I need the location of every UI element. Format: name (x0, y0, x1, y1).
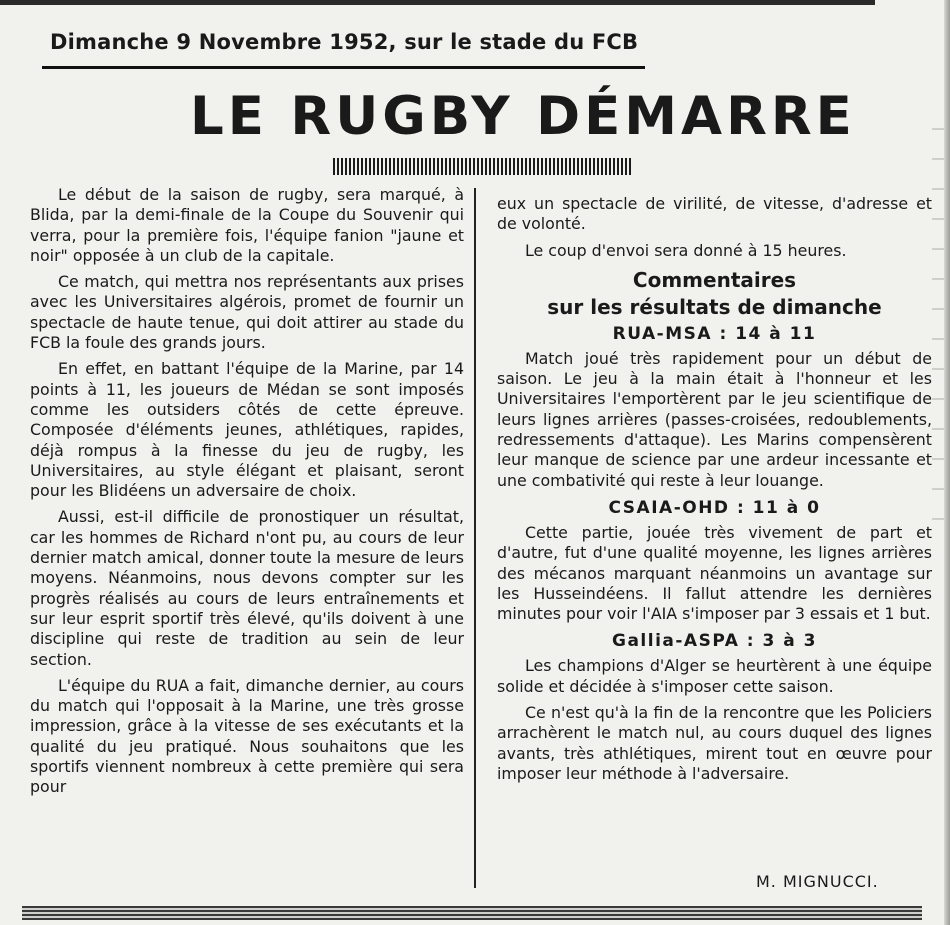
match-report: Ce n'est qu'à la fin de la rencontre que les Policiers arrachèrent le match nul, au cours duquel des lignes avants, très athlétiques, mirent tout en œuvre pour imposer leur méthode à l'adversaire. (497, 703, 932, 783)
match-score-heading: RUA-MSA : 14 à 11 (612, 323, 817, 344)
author-signature: M. MIGNUCCI. (756, 872, 879, 891)
page-edge-shadow (944, 0, 950, 925)
top-border-rule (0, 0, 875, 5)
match-score-heading: Gallia-ASPA : 3 à 3 (612, 631, 817, 652)
section-title (497, 267, 932, 321)
column-divider (474, 188, 476, 888)
paragraph: Aussi, est-il difficile de pronostiquer un résultat, car les hommes de Richard n'ont pu, au cours de leur dernier match amical, donner toute la mesure de leurs moyens. Néanmoins, nous devons compter sur les progrès réalisés au cours de leurs entraînements et sur leur esprit sportif très élevé, qu'ils doivent à une discipline qui reste de tradition au sein de leur section. (30, 507, 464, 669)
bottom-border-rule (22, 906, 922, 920)
paragraph: Le début de la saison de rugby, sera marqué, à Blida, par la demi-finale de la Coupe du Souvenir qui verra, pour la première fois, l'équipe fanion "jaune et noir" opposée à un club de la capitale. (30, 185, 464, 265)
match-report: Les champions d'Alger se heurtèrent à une équipe solide et décidée à s'imposer cette saison. (497, 656, 932, 696)
kickoff-paragraph: Le coup d'envoi sera donné à 15 heures. (525, 240, 847, 260)
left-column (30, 185, 464, 804)
dateline-underline (42, 66, 645, 69)
paragraph: En effet, en battant l'équipe de la Marine, par 14 points à 11, les joueurs de Médan se sont imposés comme les outsiders côtés de cette épreuve. Composée d'éléments jeunes, athlétiques, rapides, déjà rompus à la finesse du jeu de rugby, les Universitaires, au style élégant et plaisant, seront pour les Blidéens un adversaire de choix. (30, 359, 464, 501)
section-title-line-1: Commentaires (632, 267, 797, 292)
dateline: Dimanche 9 Novembre 1952, sur le stade du FCB (50, 30, 639, 54)
right-column (497, 194, 932, 790)
adjacent-column-bleed (932, 100, 944, 520)
match-report: Cette partie, jouée très vivement de part et d'autre, fut d'une qualité moyenne, les lignes arrières des mécanos marquant néanmoins un avantage sur les Husseindéens. Il fallut attendre les dernières minutes pour voir l'AIA s'imposer par 3 essais et 1 but. (497, 522, 932, 624)
continued-paragraph: eux un spectacle de virilité, de vitesse, d'adresse et de volonté. (497, 194, 932, 234)
paragraph: L'équipe du RUA a fait, dimanche dernier, au cours du match qui l'opposait à la Marine, une très grosse impression, grâce à la vitesse de ses exécutants et la qualité du jeu pratiqué. Nous souhaitons que les sportifs viennent nombreux à cette première qui sera pour (30, 675, 464, 797)
paragraph: Ce match, qui mettra nos représentants aux prises avec les Universitaires algérois, promet de fournir un spectacle de haute tenue, qui doit attirer au stade du FCB la foule des grands jours. (30, 272, 464, 353)
headline-hatch-ornament (333, 158, 633, 175)
match-score-heading: CSAIA-OHD : 11 à 0 (608, 497, 821, 518)
match-report: Match joué très rapidement pour un début de saison. Le jeu à la main était à l'honneur et les Universitaires l'emportèrent par le jeu scientifique de leurs lignes arrières (passes-croisées, redoublements, redressements d'attaque). Les Marins compensèrent leur manque de science par une ardeur incessante et une combativité qui reste à leur louange. (497, 348, 932, 490)
section-title-line-2: sur les résultats de dimanche (547, 294, 882, 319)
headline: LE RUGBY DÉMARRE (190, 86, 856, 147)
